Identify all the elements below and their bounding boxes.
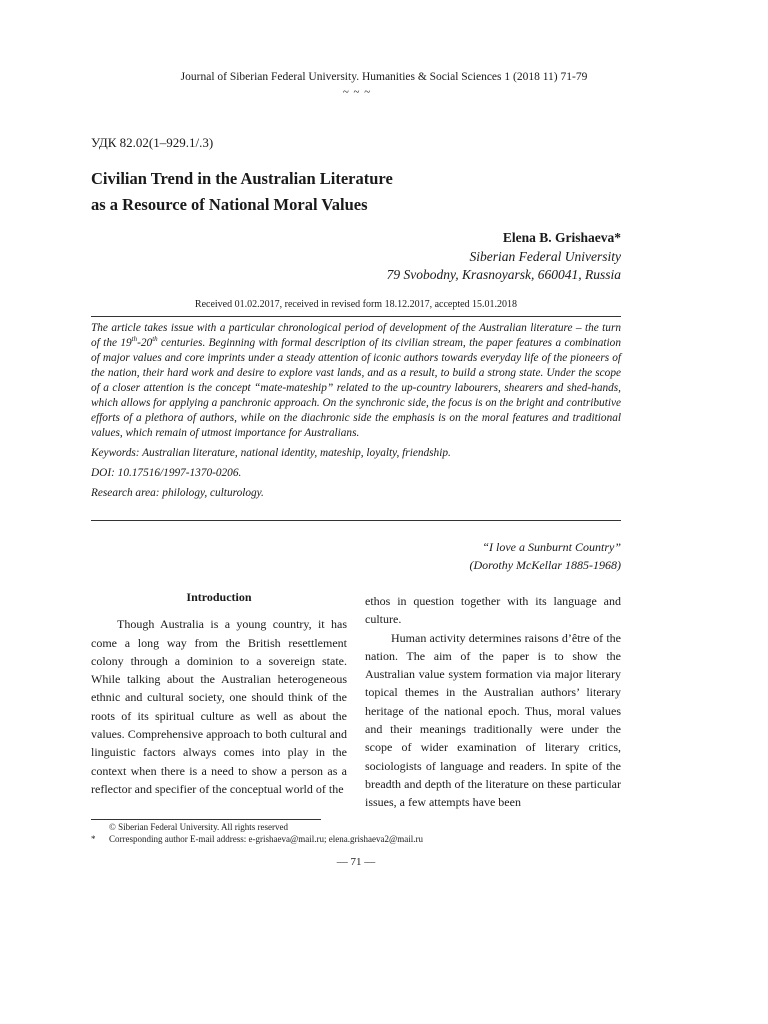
udk-code: УДК 82.02(1–929.1/.3)	[91, 135, 214, 150]
body-paragraph: ethos in question together with its language and culture.	[365, 594, 621, 627]
copyright-text: © Siberian Federal University. All rights reserved	[109, 822, 288, 832]
footnote-rule	[91, 819, 321, 820]
abstract-bottom-rule	[91, 520, 621, 521]
abstract-text	[91, 321, 621, 441]
abstract-top-rule	[91, 316, 621, 317]
author-address: 79 Svobodny, Krasnoyarsk, 660041, Russia	[386, 267, 621, 282]
received-dates: Received 01.02.2017, received in revised form 18.12.2017, accepted 15.01.2018	[194, 299, 518, 310]
epigraph-quote: “I love a Sunburnt Country”	[482, 540, 621, 554]
research-area: Research area: philology, culturology.	[91, 487, 264, 499]
title-line-2: as a Resource of National Moral Values	[91, 195, 368, 214]
abstract-sup-1: th	[131, 335, 138, 344]
abstract-text-part-3: centuries. Beginning with formal description of its civilian stream, the paper features a combination of major values and core imprints under a steady attention of iconic authors towards everyday life of the pioneers of the nation, their hard work and desire to explore vast lands, and as a result, to build a strong state. Under the scope of a closer attention is the concept “mate-mateship” related to the up-country labourers, shearers and shed-hands, which allows for applying a panchronic approach. On the synchronic side, the focus is on the bright and contributive efforts of a plethora of authors, while on the diachronic side the emphasis is on the moral features and traditional values, which remain of utmost importance for Australians.	[91, 337, 621, 439]
body-column-right	[365, 592, 621, 812]
page-number: — 71 —	[336, 856, 376, 868]
epigraph-attribution: (Dorothy McKellar 1885-1968)	[469, 558, 621, 572]
journal-header: Journal of Siberian Federal University. Humanities & Social Sciences 1 (2018 11) 71-79	[180, 71, 588, 83]
abstract	[91, 321, 621, 506]
section-heading-introduction: Introduction	[186, 590, 252, 604]
body-column-left	[91, 588, 347, 798]
body-paragraph: Human activity determines raisons d’être of the nation. The aim of the paper is to show the Australian value system formation via major literary topical themes in the Australian authors’ literary heritage of the national epoch. Thus, moral values and their meanings traditionally were under the scope of wider examination of literary critics, sociologists of language and readers. In spite of the breadth and depth of the literature on these particular issues, a few attempts have been	[365, 630, 621, 810]
header-ornament: ~ ~ ~	[342, 86, 372, 98]
keywords: Keywords: Australian literature, national identity, mateship, loyalty, friendship.	[91, 447, 451, 459]
abstract-text-part-1: The article takes issue with a particular chronological period of development of the Australian literature – the turn of the 19	[91, 322, 621, 349]
footnote-corresponding	[91, 833, 423, 845]
doi: DOI: 10.17516/1997-1370-0206.	[91, 467, 242, 479]
epigraph	[469, 538, 621, 574]
author-affiliation: Siberian Federal University	[469, 248, 621, 264]
author-block	[387, 229, 621, 285]
title-line-1: Civilian Trend in the Australian Literature	[91, 169, 393, 188]
body-paragraph: Though Australia is a young country, it has come a long way from the British resettlement colony through a dominion to a sovereign state. While talking about the Australian heterogeneous ethnic and cultural society, one should think of the roots of its spiritual culture as well as about the values. Comprehensive approach to both cultural and linguistic factors always comes into play in the context when there is a need to show a person as a reflector and specifier of the conceptual world of the	[91, 617, 347, 796]
abstract-text-part-2: -20	[137, 337, 153, 349]
author-name: Elena B. Grishaeva*	[502, 230, 621, 245]
corresponding-text: Corresponding author E-mail address: e-grishaeva@mail.ru; elena.grishaeva2@mail.ru	[109, 834, 423, 844]
footnote-copyright	[91, 821, 423, 833]
footnote-marker: *	[91, 834, 96, 844]
footnotes	[91, 821, 423, 845]
article-title	[91, 166, 393, 218]
abstract-sup-2: th	[152, 335, 158, 344]
